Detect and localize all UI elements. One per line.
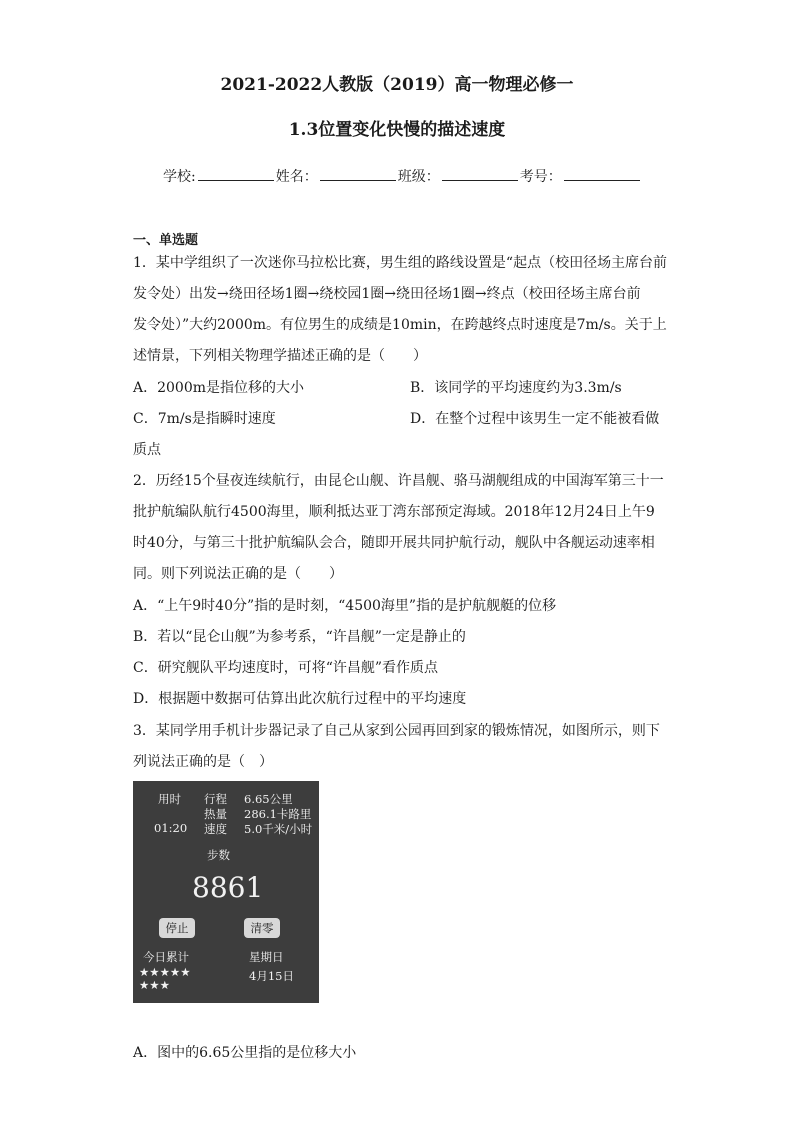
- steps-value: 8861: [192, 871, 264, 904]
- q1-option-b: B．该同学的平均速度约为3.3m/s: [410, 380, 622, 396]
- date: 4月15日: [249, 969, 294, 983]
- document-subtitle: 1.3位置变化快慢的描述速度: [288, 120, 506, 140]
- q1-line: 发令处）出发→绕田径场1圈→绕校园1圈→绕田径场1圈→终点（校田径场主席台前: [133, 286, 641, 302]
- weekday: 星期日: [249, 950, 284, 964]
- distance-label: 行程: [204, 792, 227, 806]
- exam-number-label: 考号：: [519, 169, 562, 185]
- q1-option-c: C．7m/s是指瞬时速度: [133, 411, 276, 427]
- time-label: 用时: [158, 792, 181, 806]
- q2-line: 批护航编队航行4500海里，顺利抵达亚丁湾东部预定海域。2018年12月24日上午9: [133, 504, 655, 520]
- school-label: 学校:: [163, 169, 196, 185]
- today-total-label: 今日累计: [143, 950, 189, 964]
- steps-label: 步数: [207, 848, 230, 862]
- q1-option-d: D．在整个过程中该男生一定不能被看做: [410, 411, 660, 427]
- q1-option-a: A．2000m是指位移的大小: [133, 380, 305, 396]
- section-heading: 一、单选题: [133, 233, 199, 248]
- q1-option-d-continued: 质点: [133, 442, 161, 458]
- name-label: 姓名：: [275, 169, 318, 185]
- q3-line: 3．某同学用手机计步器记录了自己从家到公园再回到家的锻炼情况，如图所示，则下: [133, 723, 660, 739]
- rating-stars-row2: ★★★: [139, 978, 170, 992]
- q2-line: 同。则下列说法正确的是（ ）: [133, 566, 343, 582]
- q3-option-a: A．图中的6.65公里指的是位移大小: [133, 1045, 357, 1061]
- time-value: 01:20: [154, 821, 188, 835]
- speed-value: 5.0千米/小时: [244, 822, 313, 836]
- speed-label: 速度: [204, 822, 227, 836]
- calorie-value: 286.1卡路里: [244, 807, 312, 821]
- q2-line: 2．历经15个昼夜连续航行，由昆仑山舰、许昌舰、骆马湖舰组成的中国海军第三十一: [133, 473, 664, 489]
- document-title: 2021-2022人教版（2019）高一物理必修一: [220, 75, 574, 95]
- student-info-row: [163, 166, 642, 186]
- distance-value: 6.65公里: [244, 792, 293, 806]
- school-field[interactable]: [198, 166, 274, 181]
- q2-option-d: D．根据题中数据可估算出此次航行过程中的平均速度: [133, 691, 467, 707]
- q1-line: 1．某中学组织了一次迷你马拉松比赛，男生组的路线设置是“起点（校田径场主席台前: [133, 255, 668, 271]
- q1-line: 发令处）”大约2000m。有位男生的成绩是10min，在跨越终点时速度是7m/s。关于上: [133, 317, 667, 333]
- q2-option-c: C．研究舰队平均速度时，可将“许昌舰”看作质点: [133, 660, 439, 676]
- name-field[interactable]: [320, 166, 396, 181]
- q3-line: 列说法正确的是（ ）: [133, 754, 273, 770]
- exam-number-field[interactable]: [564, 166, 640, 181]
- stop-button[interactable]: 停止: [159, 918, 195, 938]
- pedometer-screenshot: [133, 781, 319, 1003]
- q2-line: 时40分，与第三十批护航编队会合，随即开展共同护航行动，舰队中各舰运动速率相: [133, 535, 655, 551]
- calorie-label: 热量: [204, 807, 227, 821]
- rating-stars-row1: ★★★★★: [139, 965, 191, 979]
- class-field[interactable]: [442, 166, 518, 181]
- q1-line: 述情景，下列相关物理学描述正确的是（ ）: [133, 348, 427, 364]
- q2-option-b: B．若以“昆仑山舰”为参考系，“许昌舰”一定是静止的: [133, 629, 466, 645]
- q2-option-a: A．“上午9时40分”指的是时刻，“4500海里”指的是护航舰艇的位移: [133, 598, 557, 614]
- class-label: 班级：: [397, 169, 440, 185]
- reset-button[interactable]: 清零: [244, 918, 280, 938]
